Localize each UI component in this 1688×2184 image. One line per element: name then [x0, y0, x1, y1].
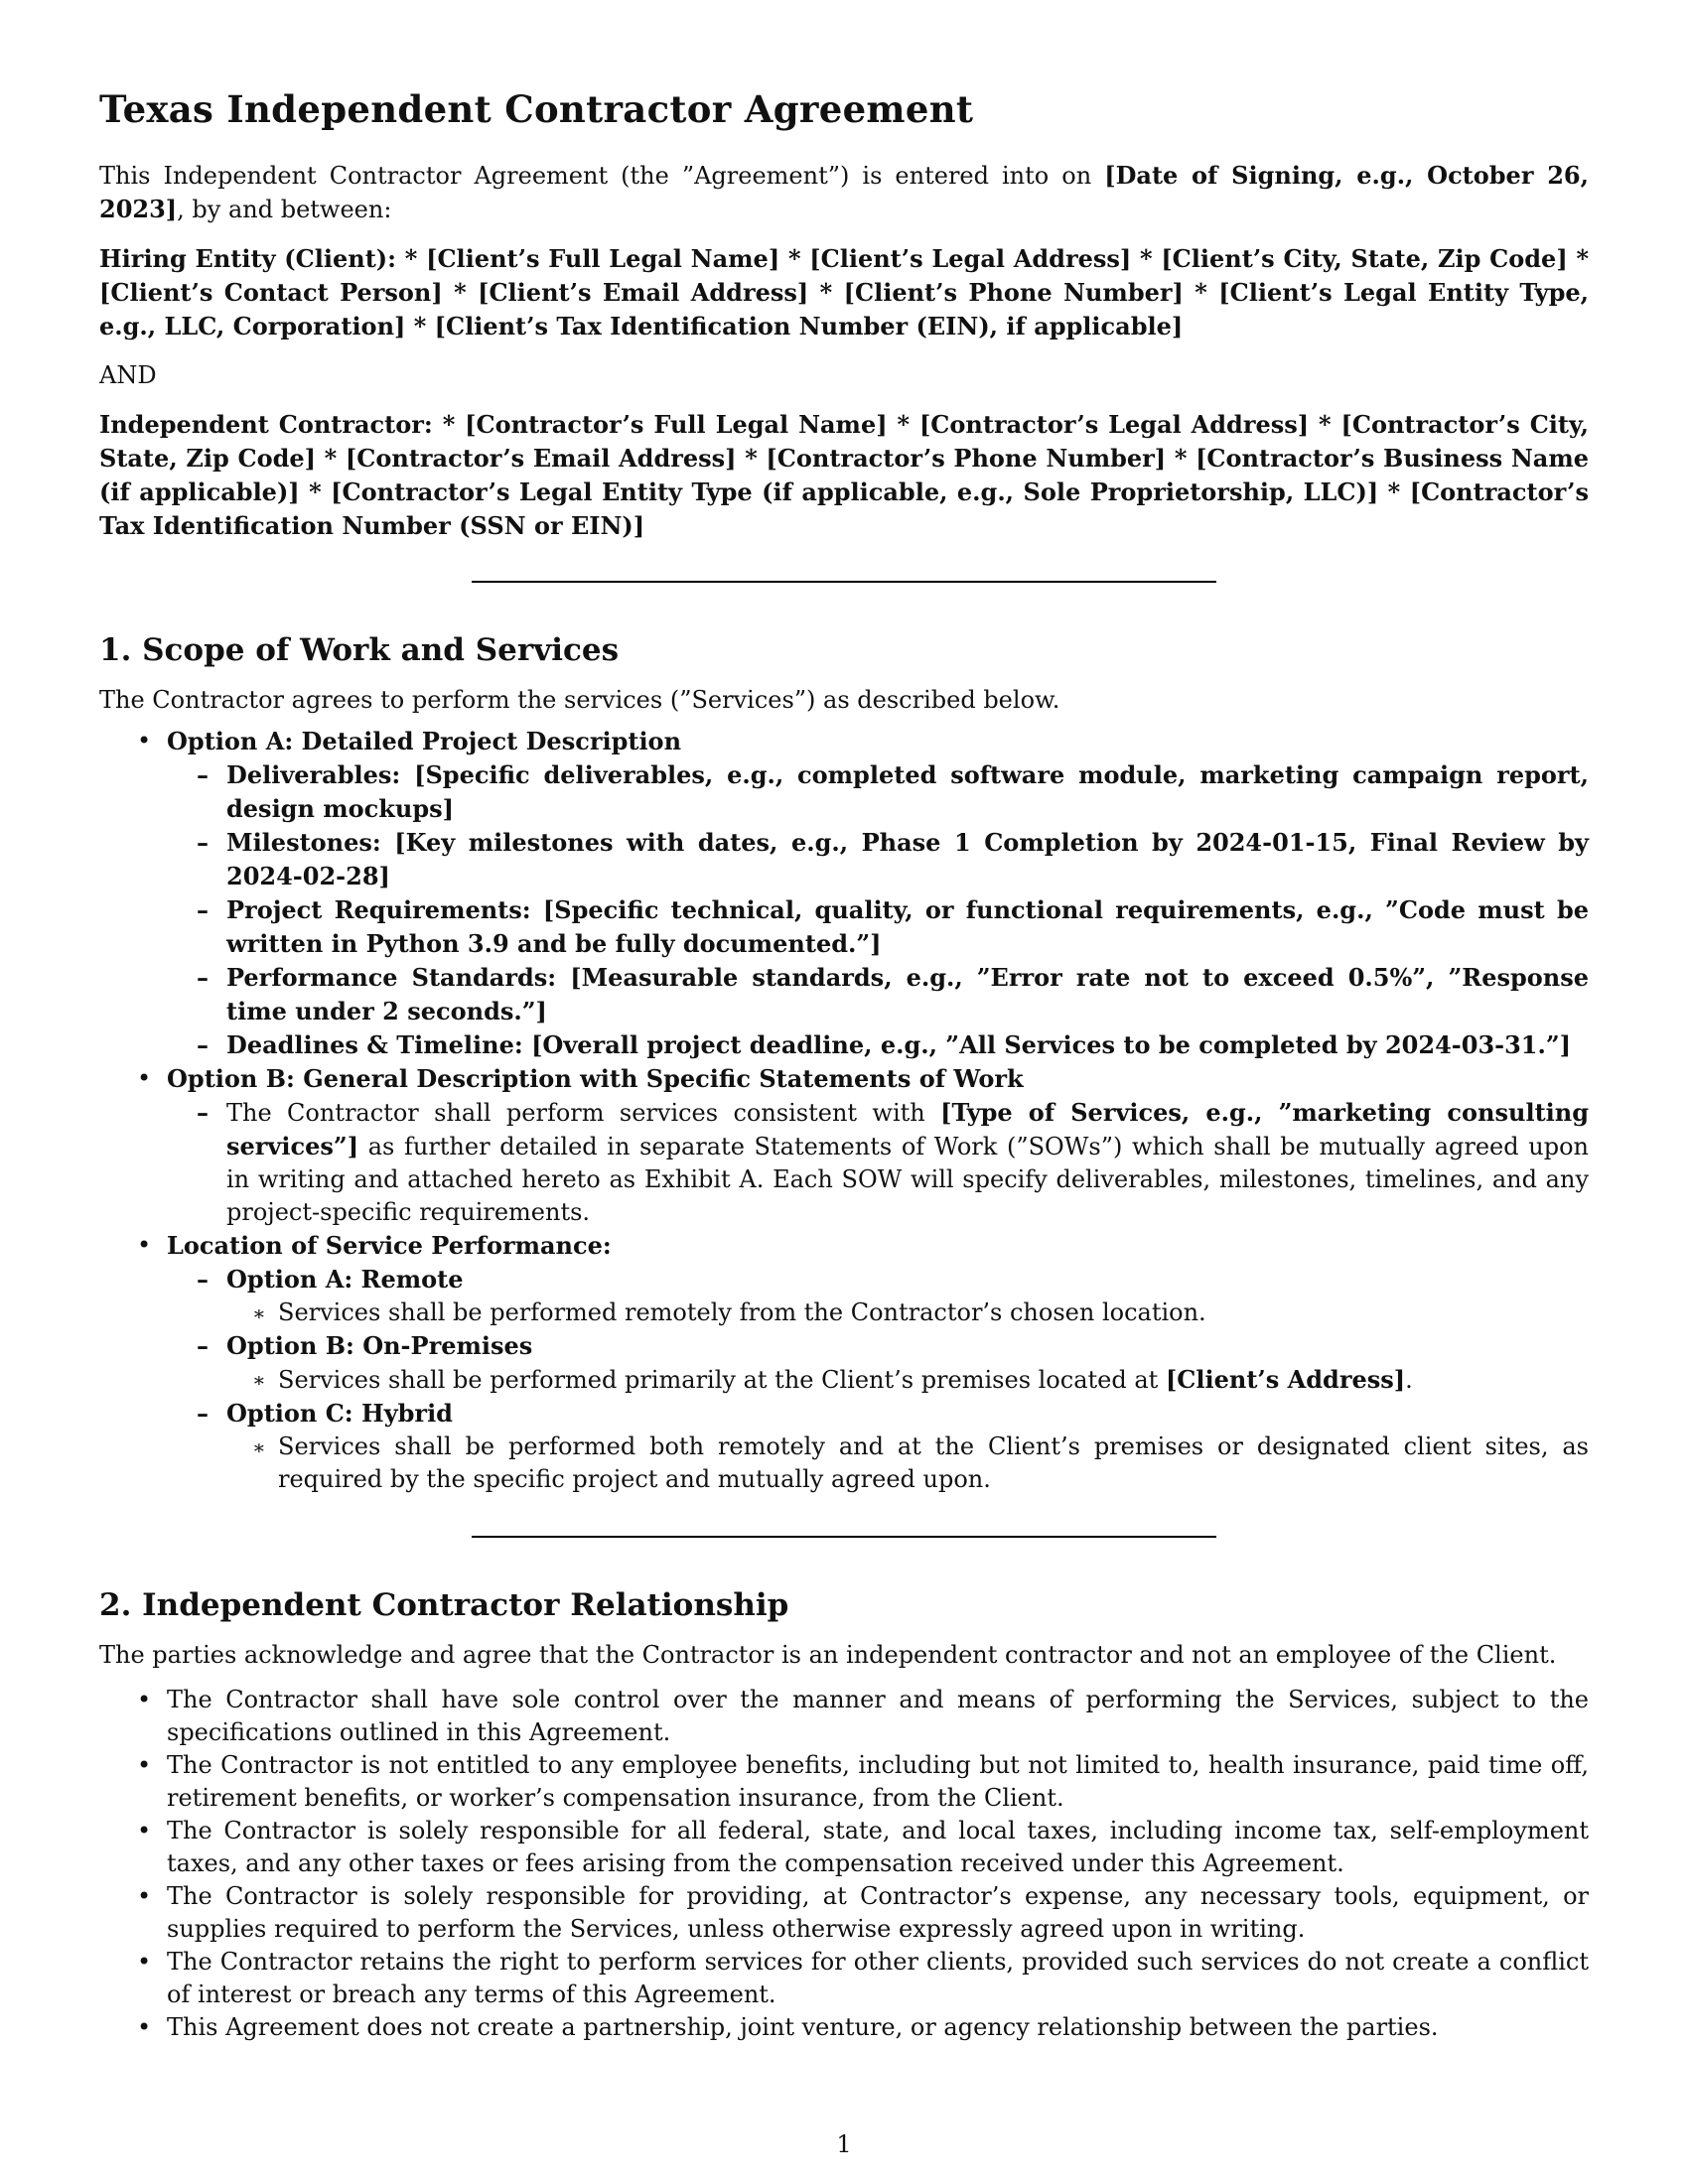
list-item: • The Contractor is not entitled to any employee benefits, including but not limited to, health insurance, paid time off, retirement benefits, or worker’s compensation insurance, from the Client.	[99, 1749, 1589, 1815]
list-item: • The Contractor is solely responsible for providing, at Contractor’s expense, any necessary tools, equipment, or supplies required to perform the Services, unless otherwise expressly agreed upon in writing.	[99, 1880, 1589, 1946]
onprem-label: Option B: On-Premises	[226, 1331, 533, 1360]
list-item	[167, 1263, 1589, 1329]
document-title: Texas Independent Contractor Agreement	[99, 87, 974, 131]
date-placeholder: [Date of Signing, e.g., October 26, 2023]	[99, 161, 1589, 223]
list-item	[167, 758, 1589, 826]
location-sublist	[167, 1263, 1589, 1496]
list-item	[99, 1229, 1589, 1496]
deadlines-text: [Overall project deadline, e.g., ”All Services to be completed by 2024-03-31.”]	[522, 1030, 1572, 1059]
onprem-text-end: .	[1405, 1366, 1413, 1394]
hybrid-label: Option C: Hybrid	[226, 1399, 453, 1428]
option-b-label: Option B: General Description with Specific Statements of Work	[167, 1064, 1024, 1093]
relationship-list	[99, 1684, 1589, 2044]
list-item	[167, 893, 1589, 961]
client-details: * [Client’s Full Legal Name] * [Client’s Legal Address] * [Client’s City, State, Zip Code] * [Client’s Contact Person] * [Client’s Email Address] * [Client’s Phone Number] * [Client’s Legal Entity Type, e.g., LLC, Corporation] * [Client’s Tax Identification Number (EIN), if applicable]	[99, 244, 1590, 341]
list-item: • The Contractor shall have sole control over the manner and means of performing the Services, subject to the specifications outlined in this Agreement.	[99, 1684, 1589, 1749]
standards-label: Performance Standards:	[226, 963, 557, 992]
list-item	[99, 725, 1589, 1062]
option-b-text: The Contractor shall perform services consistent with	[226, 1099, 941, 1127]
list-item	[167, 961, 1589, 1028]
deliverables-label: Deliverables:	[226, 760, 401, 789]
requirements-text: [Specific technical, quality, or functional requirements, e.g., ”Code must be written in Python 3.9 and be fully documented.”]	[226, 895, 1589, 958]
intro-text: This Independent Contractor Agreement (the ”Agreement”) is entered into on	[99, 162, 1105, 190]
list-item	[167, 1096, 1589, 1229]
list-item	[226, 1363, 1589, 1397]
deliverables-text: [Specific deliverables, e.g., completed software module, marketing campaign report, design mockups]	[226, 760, 1589, 823]
client-address-placeholder: [Client’s Address]	[1165, 1365, 1406, 1394]
onprem-text: Services shall be performed primarily at the Client’s premises located at	[278, 1366, 1166, 1394]
onprem-sublist	[226, 1363, 1589, 1397]
milestones-label: Milestones:	[226, 828, 381, 857]
intro-paragraph	[99, 159, 1589, 226]
document-page	[99, 87, 1589, 2044]
milestones-text: [Key milestones with dates, e.g., Phase 1 Completion by 2024-01-15, Final Review by 2024-02-28]	[226, 828, 1589, 890]
horizontal-rule	[472, 581, 1216, 583]
list-item: • The Contractor retains the right to perform services for other clients, provided such services do not create a conflict of interest or breach any terms of this Agreement.	[99, 1946, 1589, 2011]
standards-text: [Measurable standards, e.g., ”Error rate not to exceed 0.5%”, ”Response time under 2 seconds.”]	[226, 963, 1590, 1025]
option-a-label: Option A: Detailed Project Description	[167, 727, 682, 755]
and-separator: AND	[99, 361, 157, 389]
remote-label: Option A: Remote	[226, 1265, 464, 1294]
client-label: Hiring Entity (Client):	[99, 244, 397, 273]
option-b-sublist	[167, 1096, 1589, 1229]
option-b-text-cont: as further detailed in separate Statements of Work (”SOWs”) which shall be mutually agreed upon in writing and attached hereto as Exhibit A. Each SOW will specify deliverables, milestones, timelines, and any project-specific requirements.	[226, 1133, 1589, 1226]
intro-text-end: , by and between:	[177, 196, 392, 223]
horizontal-rule	[472, 1536, 1216, 1538]
services-type-placeholder: [Type of Services, e.g., ”marketing consulting services”]	[226, 1098, 1590, 1160]
page-number: 1	[836, 2130, 852, 2158]
list-item	[99, 1062, 1589, 1229]
section-2-intro: The parties acknowledge and agree that the Contractor is an independent contractor and not an employee of the Client.	[99, 1641, 1557, 1669]
list-item: • The Contractor is solely responsible for all federal, state, and local taxes, including income tax, self-employment taxes, and any other taxes or fees arising from the compensation received under this Agreement.	[99, 1815, 1589, 1880]
contractor-label: Independent Contractor:	[99, 410, 433, 439]
list-item	[167, 826, 1589, 893]
list-item: ∗ Services shall be performed remotely from the Contractor’s chosen location.	[226, 1297, 1589, 1329]
location-label: Location of Service Performance:	[167, 1231, 612, 1260]
list-item	[167, 1329, 1589, 1397]
section-2-heading: 2. Independent Contractor Relationship	[99, 1587, 789, 1623]
hybrid-sublist	[226, 1431, 1589, 1496]
section-1-intro: The Contractor agrees to perform the services (”Services”) as described below.	[99, 686, 1060, 714]
list-item: ∗ Services shall be performed both remotely and at the Client’s premises or designated client sites, as required by the specific project and mutually agreed upon.	[226, 1431, 1589, 1496]
option-a-sublist	[167, 758, 1589, 1062]
contractor-block	[99, 408, 1589, 543]
section-1-heading: 1. Scope of Work and Services	[99, 632, 620, 668]
requirements-label: Project Requirements:	[226, 895, 531, 924]
list-item	[167, 1028, 1589, 1062]
deadlines-label: Deadlines & Timeline:	[226, 1030, 523, 1059]
client-block	[99, 242, 1589, 343]
list-item	[167, 1397, 1589, 1496]
contractor-details: * [Contractor’s Full Legal Name] * [Contractor’s Legal Address] * [Contractor’s City, State, Zip Code] * [Contractor’s Email Address] * [Contractor’s Phone Number] * [Contractor’s Business Name (if applicable)] * [Contractor’s Legal Entity Type (if applicable, e.g., Sole Proprietorship, LLC)] * [Contractor’s Tax Identification Number (SSN or EIN)]	[99, 410, 1590, 540]
list-item: • This Agreement does not create a partnership, joint venture, or agency relationship between the parties.	[99, 2011, 1589, 2044]
scope-list	[99, 725, 1589, 1496]
remote-sublist	[226, 1297, 1589, 1329]
